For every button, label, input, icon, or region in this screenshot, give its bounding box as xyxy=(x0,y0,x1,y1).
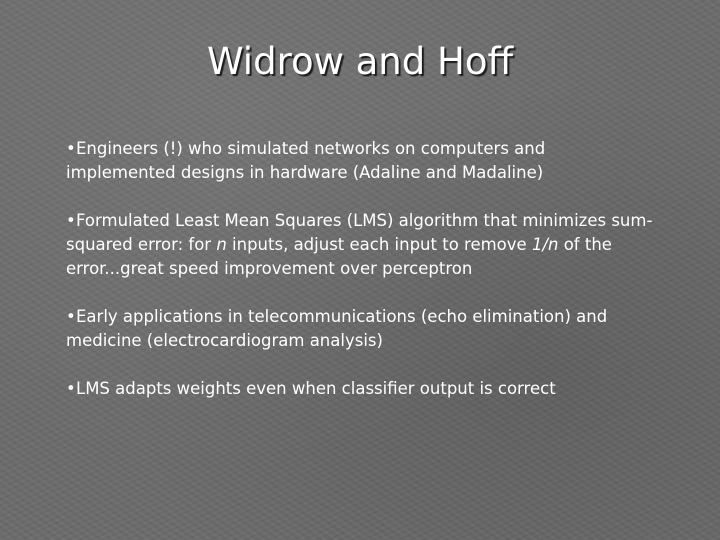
bullet-text: LMS adapts weights even when classifier output is correct xyxy=(76,379,556,398)
bullet-text: Early applications in telecommunications (echo elimination) and medicine (electrocardiogram analysis) xyxy=(66,307,608,350)
bullet-marker: • xyxy=(66,379,76,398)
bullet-text-italic-fraction: 1/n xyxy=(531,235,559,254)
bullet-list xyxy=(62,137,682,425)
bullet-text-part: of the error...great speed improvement over perceptron xyxy=(66,235,612,278)
bullet-text: Engineers (!) who simulated networks on computers and implemented designs in hardware (Adaline and Madaline) xyxy=(66,139,546,182)
bullet-text-part: inputs, adjust each input to remove xyxy=(226,235,532,254)
slide-title: Widrow and Hoff xyxy=(207,40,513,83)
bullet-item-engineers xyxy=(62,137,606,185)
bullet-item-lms-adapts xyxy=(62,377,666,401)
bullet-item-applications xyxy=(62,305,666,353)
bullet-text-italic-n: n xyxy=(216,235,227,254)
bullet-marker: • xyxy=(66,307,76,326)
bullet-marker: • xyxy=(66,139,76,158)
bullet-item-lms-algorithm xyxy=(62,209,666,281)
bullet-marker: • xyxy=(66,211,76,230)
bullet-text-part: Formulated Least Mean Squares (LMS) algorithm that minimizes sum-squared error: for xyxy=(66,211,653,254)
